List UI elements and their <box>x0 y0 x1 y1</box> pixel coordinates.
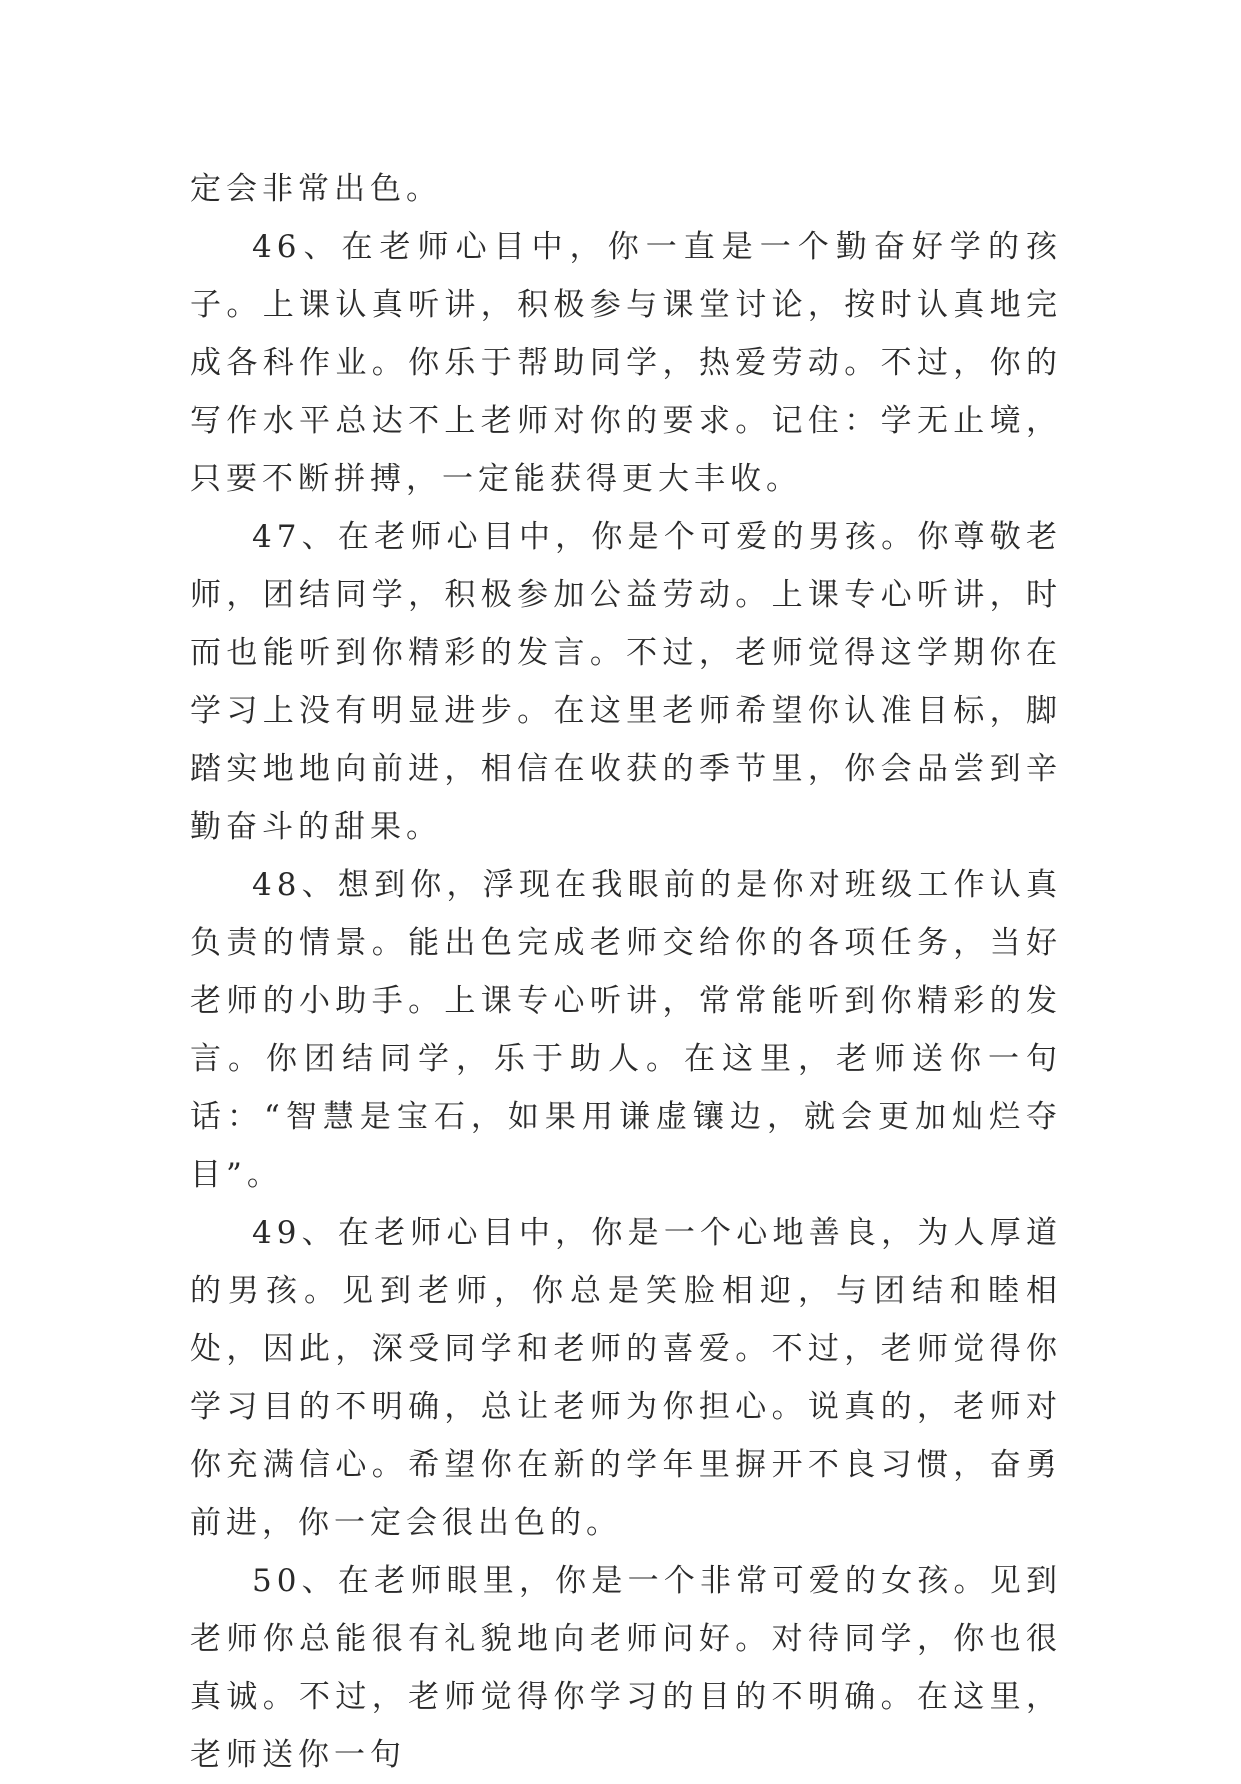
paragraph-47: 47、在老师心目中，你是个可爱的男孩。你尊敬老师，团结同学，积极参加公益劳动。上课专心听讲，时而也能听到你精彩的发言。不过，老师觉得这学期你在学习上没有明显进步。在这里老师希望你认准目标，脚踏实地地向前进，相信在收获的季节里，你会品尝到辛勤奋斗的甜果。 <box>190 519 1062 845</box>
paragraph-49: 49、在老师心目中，你是一个心地善良，为人厚道的男孩。见到老师，你总是笑脸相迎，与团结和睦相处，因此，深受同学和老师的喜爱。不过，老师觉得你学习目的不明确，总让老师为你担心。说真的，老师对你充满信心。希望你在新的学年里摒开不良习惯，奋勇前进，你一定会很出色的。 <box>190 1215 1062 1541</box>
paragraph-46: 46、在老师心目中，你一直是一个勤奋好学的孩子。上课认真听讲，积极参与课堂讨论，按时认真地完成各科作业。你乐于帮助同学，热爱劳动。不过，你的写作水平总达不上老师对你的要求。记住：学无止境，只要不断拼搏，一定能获得更大丰收。 <box>190 229 1062 497</box>
paragraph-50: 50、在老师眼里，你是一个非常可爱的女孩。见到老师你总能很有礼貌地向老师问好。对待同学，你也很真诚。不过，老师觉得你学习的目的不明确。在这里，老师送你一句 <box>190 1563 1062 1773</box>
document-body <box>190 160 1062 1784</box>
paragraph-continuation: 定会非常出色。 <box>190 171 442 207</box>
paragraph-48: 48、想到你，浮现在我眼前的是你对班级工作认真负责的情景。能出色完成老师交给你的各项任务，当好老师的小助手。上课专心听讲，常常能听到你精彩的发言。你团结同学，乐于助人。在这里，老师送你一句话：“智慧是宝石，如果用谦虚镶边，就会更加灿烂夺目”。 <box>190 867 1062 1193</box>
